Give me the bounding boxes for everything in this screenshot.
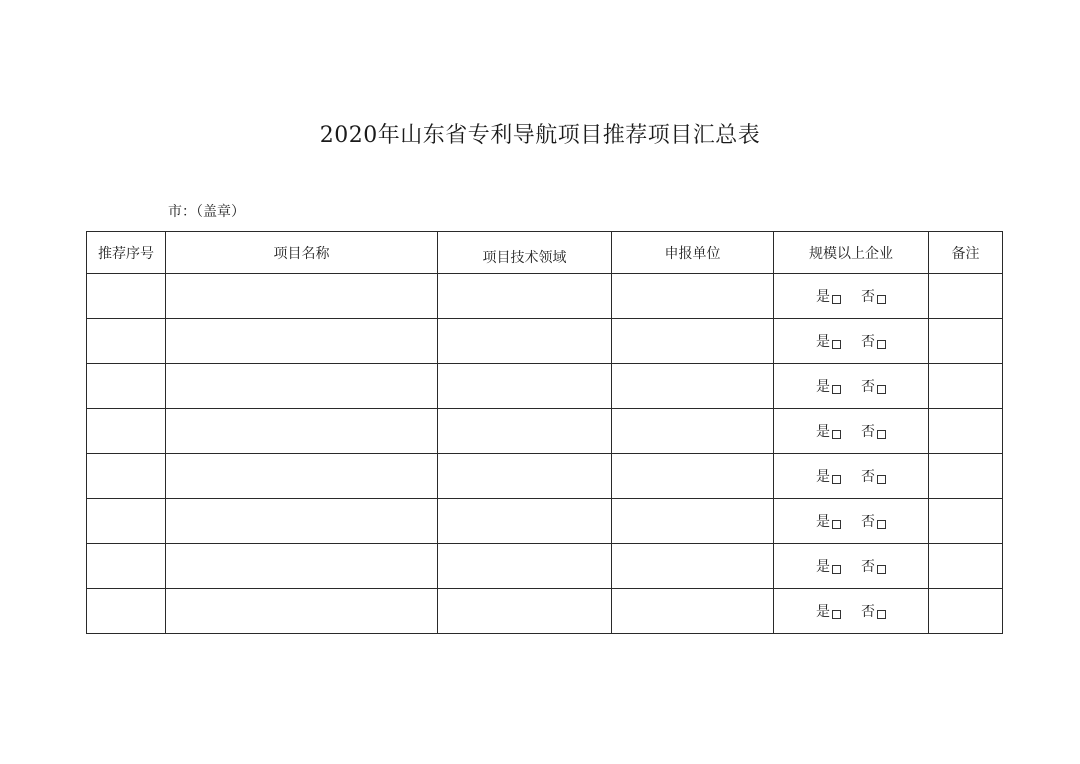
cell-above-scale-enterprise bbox=[774, 454, 929, 499]
yes-label: 是 bbox=[816, 289, 830, 305]
no-option[interactable] bbox=[861, 601, 886, 621]
yes-checkbox[interactable] bbox=[832, 340, 841, 349]
cell-applicant-unit[interactable] bbox=[612, 274, 774, 319]
cell-technical-field[interactable] bbox=[438, 454, 612, 499]
cell-serial-number[interactable] bbox=[87, 544, 166, 589]
yes-label: 是 bbox=[816, 424, 830, 440]
cell-applicant-unit[interactable] bbox=[612, 544, 774, 589]
cell-remarks[interactable] bbox=[929, 409, 1003, 454]
cell-technical-field[interactable] bbox=[438, 409, 612, 454]
header-remarks: 备注 bbox=[929, 232, 1003, 274]
cell-technical-field[interactable] bbox=[438, 499, 612, 544]
cell-serial-number[interactable] bbox=[87, 409, 166, 454]
cell-serial-number[interactable] bbox=[87, 319, 166, 364]
cell-above-scale-enterprise bbox=[774, 274, 929, 319]
no-label: 否 bbox=[861, 334, 875, 350]
no-checkbox[interactable] bbox=[877, 340, 886, 349]
cell-project-name[interactable] bbox=[166, 319, 438, 364]
no-option[interactable] bbox=[861, 556, 886, 576]
no-checkbox[interactable] bbox=[877, 610, 886, 619]
cell-project-name[interactable] bbox=[166, 409, 438, 454]
cell-serial-number[interactable] bbox=[87, 589, 166, 634]
table-row bbox=[87, 409, 1003, 454]
yes-label: 是 bbox=[816, 469, 830, 485]
yes-checkbox[interactable] bbox=[832, 610, 841, 619]
cell-project-name[interactable] bbox=[166, 499, 438, 544]
yes-label: 是 bbox=[816, 514, 830, 530]
cell-above-scale-enterprise bbox=[774, 589, 929, 634]
yes-option[interactable] bbox=[816, 466, 841, 486]
cell-serial-number[interactable] bbox=[87, 274, 166, 319]
cell-remarks[interactable] bbox=[929, 499, 1003, 544]
yes-label: 是 bbox=[816, 559, 830, 575]
yes-option[interactable] bbox=[816, 376, 841, 396]
yes-checkbox[interactable] bbox=[832, 430, 841, 439]
cell-technical-field[interactable] bbox=[438, 364, 612, 409]
yes-no-choice bbox=[816, 376, 886, 396]
cell-applicant-unit[interactable] bbox=[612, 364, 774, 409]
no-checkbox[interactable] bbox=[877, 295, 886, 304]
table-row bbox=[87, 454, 1003, 499]
no-label: 否 bbox=[861, 424, 875, 440]
document-title: 2020年山东省专利导航项目推荐项目汇总表 bbox=[319, 123, 761, 148]
yes-no-choice bbox=[816, 556, 886, 576]
cell-serial-number[interactable] bbox=[87, 364, 166, 409]
yes-option[interactable] bbox=[816, 511, 841, 531]
yes-option[interactable] bbox=[816, 601, 841, 621]
cell-remarks[interactable] bbox=[929, 544, 1003, 589]
yes-no-choice bbox=[816, 286, 886, 306]
cell-above-scale-enterprise bbox=[774, 499, 929, 544]
cell-remarks[interactable] bbox=[929, 589, 1003, 634]
no-option[interactable] bbox=[861, 376, 886, 396]
cell-above-scale-enterprise bbox=[774, 544, 929, 589]
no-option[interactable] bbox=[861, 286, 886, 306]
cell-applicant-unit[interactable] bbox=[612, 589, 774, 634]
yes-label: 是 bbox=[816, 604, 830, 620]
table-row bbox=[87, 364, 1003, 409]
no-label: 否 bbox=[861, 604, 875, 620]
cell-project-name[interactable] bbox=[166, 454, 438, 499]
table-row bbox=[87, 319, 1003, 364]
cell-technical-field[interactable] bbox=[438, 274, 612, 319]
cell-above-scale-enterprise bbox=[774, 409, 929, 454]
yes-option[interactable] bbox=[816, 421, 841, 441]
cell-technical-field[interactable] bbox=[438, 319, 612, 364]
yes-label: 是 bbox=[816, 379, 830, 395]
cell-remarks[interactable] bbox=[929, 454, 1003, 499]
yes-checkbox[interactable] bbox=[832, 520, 841, 529]
cell-project-name[interactable] bbox=[166, 589, 438, 634]
cell-applicant-unit[interactable] bbox=[612, 454, 774, 499]
no-label: 否 bbox=[861, 469, 875, 485]
yes-checkbox[interactable] bbox=[832, 565, 841, 574]
yes-checkbox[interactable] bbox=[832, 295, 841, 304]
no-label: 否 bbox=[861, 514, 875, 530]
header-technical-field: 项目技术领域 bbox=[438, 232, 612, 274]
cell-remarks[interactable] bbox=[929, 274, 1003, 319]
yes-no-choice bbox=[816, 331, 886, 351]
no-label: 否 bbox=[861, 379, 875, 395]
cell-technical-field[interactable] bbox=[438, 544, 612, 589]
summary-table bbox=[86, 231, 1003, 634]
cell-project-name[interactable] bbox=[166, 544, 438, 589]
no-option[interactable] bbox=[861, 331, 886, 351]
yes-label: 是 bbox=[816, 334, 830, 350]
cell-serial-number[interactable] bbox=[87, 454, 166, 499]
table-row bbox=[87, 499, 1003, 544]
header-project-name: 项目名称 bbox=[166, 232, 438, 274]
no-checkbox[interactable] bbox=[877, 385, 886, 394]
yes-no-choice bbox=[816, 511, 886, 531]
no-checkbox[interactable] bbox=[877, 475, 886, 484]
yes-option[interactable] bbox=[816, 286, 841, 306]
header-above-scale-enterprise: 规模以上企业 bbox=[774, 232, 929, 274]
no-option[interactable] bbox=[861, 466, 886, 486]
no-option[interactable] bbox=[861, 511, 886, 531]
yes-option[interactable] bbox=[816, 331, 841, 351]
yes-option[interactable] bbox=[816, 556, 841, 576]
table-row bbox=[87, 274, 1003, 319]
city-seal-line: 市：（盖章） bbox=[168, 204, 245, 220]
yes-checkbox[interactable] bbox=[832, 385, 841, 394]
no-checkbox[interactable] bbox=[877, 430, 886, 439]
cell-remarks[interactable] bbox=[929, 319, 1003, 364]
yes-no-choice bbox=[816, 466, 886, 486]
header-serial-number: 推荐序号 bbox=[87, 232, 166, 274]
no-label: 否 bbox=[861, 559, 875, 575]
no-label: 否 bbox=[861, 289, 875, 305]
yes-no-choice bbox=[816, 421, 886, 441]
table-row bbox=[87, 544, 1003, 589]
cell-project-name[interactable] bbox=[166, 364, 438, 409]
cell-applicant-unit[interactable] bbox=[612, 409, 774, 454]
cell-serial-number[interactable] bbox=[87, 499, 166, 544]
cell-project-name[interactable] bbox=[166, 274, 438, 319]
yes-no-choice bbox=[816, 601, 886, 621]
no-option[interactable] bbox=[861, 421, 886, 441]
cell-applicant-unit[interactable] bbox=[612, 499, 774, 544]
cell-above-scale-enterprise bbox=[774, 319, 929, 364]
cell-remarks[interactable] bbox=[929, 364, 1003, 409]
no-checkbox[interactable] bbox=[877, 565, 886, 574]
header-row bbox=[87, 232, 1003, 274]
no-checkbox[interactable] bbox=[877, 520, 886, 529]
header-applicant-unit: 申报单位 bbox=[612, 232, 774, 274]
yes-checkbox[interactable] bbox=[832, 475, 841, 484]
cell-technical-field[interactable] bbox=[438, 589, 612, 634]
cell-above-scale-enterprise bbox=[774, 364, 929, 409]
cell-applicant-unit[interactable] bbox=[612, 319, 774, 364]
table-row bbox=[87, 589, 1003, 634]
